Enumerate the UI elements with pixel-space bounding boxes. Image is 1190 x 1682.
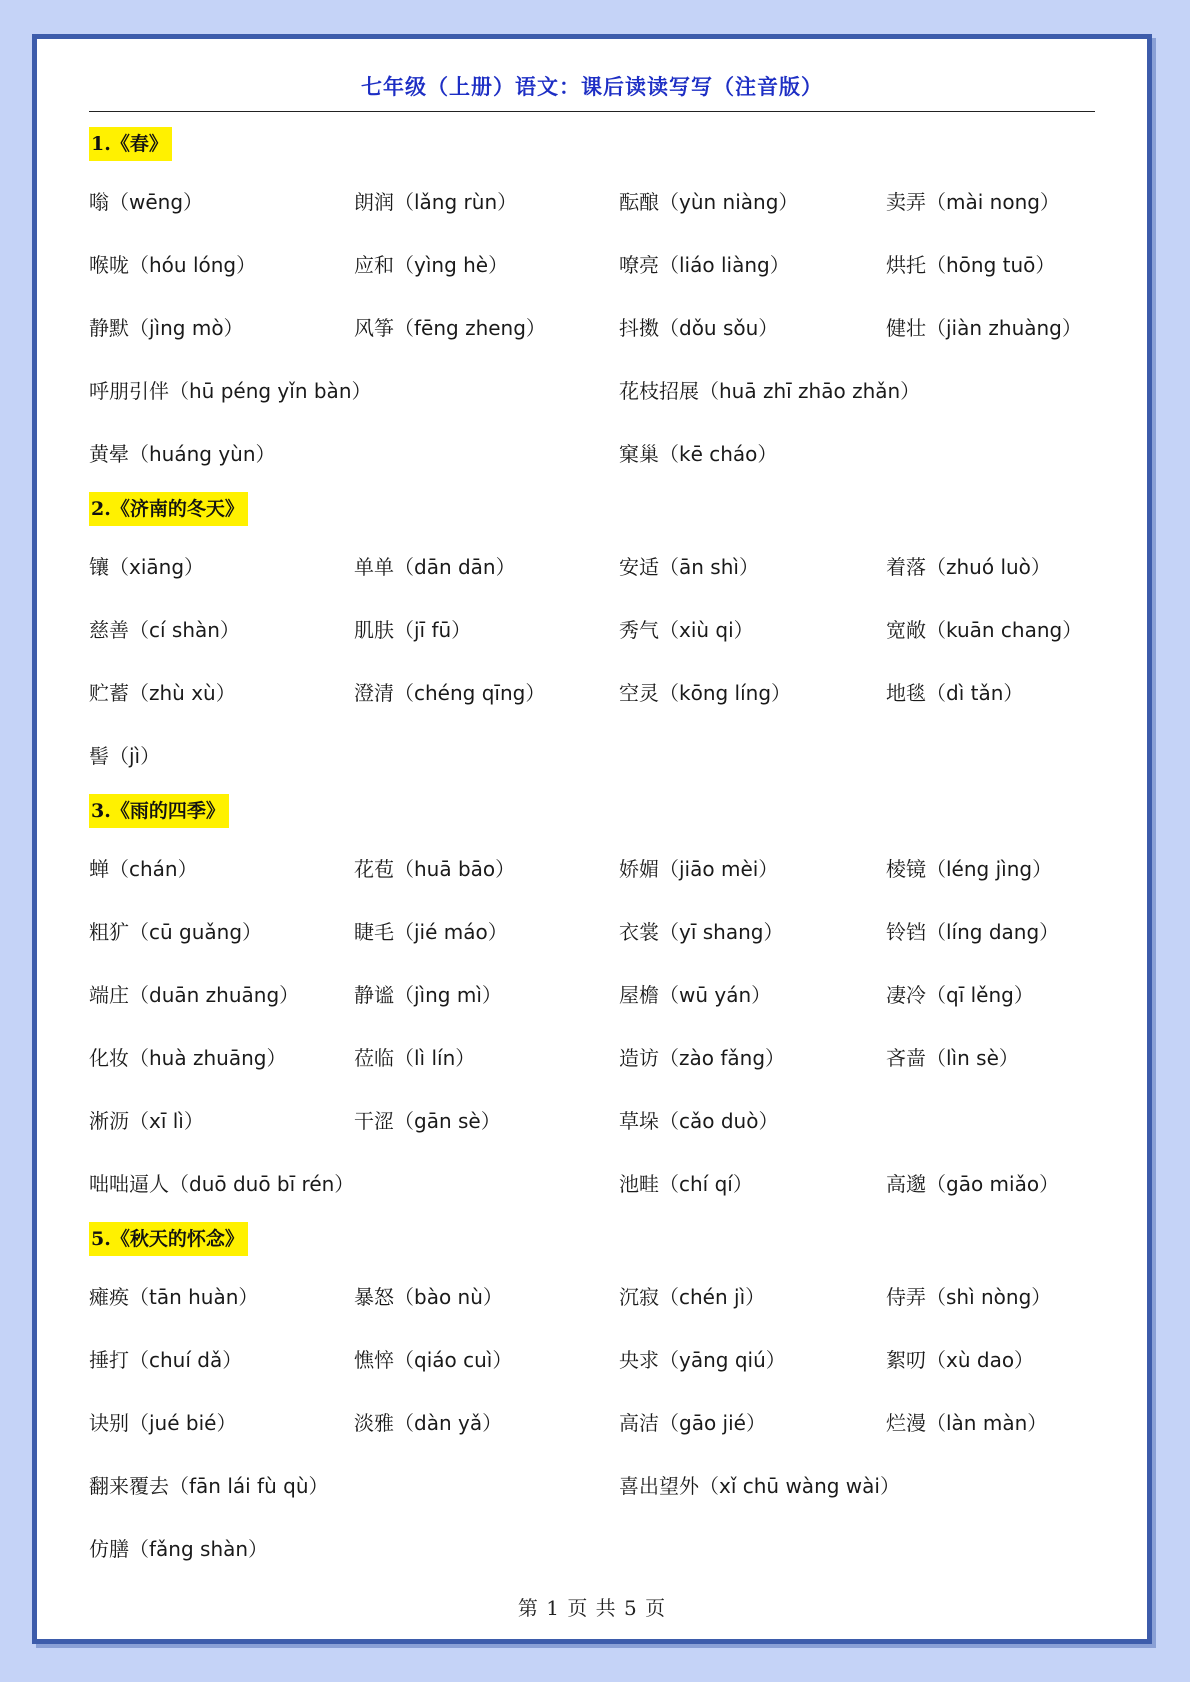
vocab-entry: 髻（jì） [89, 744, 161, 768]
vocab-entry: 干涩（gān sè） [354, 1109, 501, 1133]
vocab-row [89, 660, 1109, 723]
vocab-entry: 肌肤（jī fū） [354, 618, 472, 642]
vocab-entry: 仿膳（fǎng shàn） [89, 1537, 269, 1561]
vocab-entry: 絮叨（xù dao） [886, 1348, 1035, 1372]
section-title: 1.《春》 [89, 127, 172, 161]
vocab-row [89, 836, 1109, 899]
vocab-entry: 凄冷（qī lěng） [886, 983, 1034, 1007]
vocab-entry: 粗犷（cū guǎng） [89, 920, 263, 944]
vocab-entry: 端庄（duān zhuāng） [89, 983, 300, 1007]
vocab-entry: 喉咙（hóu lóng） [89, 253, 257, 277]
vocab-entry: 喜出望外（xǐ chū wàng wài） [619, 1474, 900, 1498]
vocab-row [89, 421, 1109, 484]
section-header [89, 119, 1109, 169]
vocab-entry: 咄咄逼人（duō duō bī rén） [89, 1172, 355, 1196]
vocab-entry: 瘫痪（tān huàn） [89, 1285, 259, 1309]
vocab-entry: 高洁（gāo jié） [619, 1411, 766, 1435]
vocab-row [89, 1516, 1109, 1579]
vocab-row [89, 295, 1109, 358]
vocab-entry: 应和（yìng hè） [354, 253, 509, 277]
vocab-row [89, 1327, 1109, 1390]
vocab-row [89, 534, 1109, 597]
vocabulary-content [89, 119, 1109, 1579]
vocab-entry: 朗润（lǎng rùn） [354, 190, 518, 214]
vocab-entry: 屋檐（wū yán） [619, 983, 772, 1007]
vocab-row [89, 597, 1109, 660]
vocab-row [89, 899, 1109, 962]
vocab-entry: 静谧（jìng mì） [354, 983, 502, 1007]
vocab-entry: 黄晕（huáng yùn） [89, 442, 276, 466]
document-page [32, 34, 1152, 1644]
vocab-entry: 酝酿（yùn niàng） [619, 190, 799, 214]
vocab-entry: 单单（dān dān） [354, 555, 516, 579]
vocab-entry: 吝啬（lìn sè） [886, 1046, 1019, 1070]
section-title: 2.《济南的冬天》 [89, 492, 248, 526]
vocab-entry: 风筝（fēng zheng） [354, 316, 546, 340]
vocab-entry: 贮蓄（zhù xù） [89, 681, 236, 705]
vocab-entry: 高邈（gāo miǎo） [886, 1172, 1060, 1196]
vocab-row [89, 358, 1109, 421]
vocab-entry: 化妆（huà zhuāng） [89, 1046, 287, 1070]
vocab-entry: 睫毛（jié máo） [354, 920, 508, 944]
vocab-entry: 诀别（jué bié） [89, 1411, 237, 1435]
vocab-entry: 镶（xiāng） [89, 555, 205, 579]
vocab-entry: 淅沥（xī lì） [89, 1109, 204, 1133]
vocab-entry: 侍弄（shì nòng） [886, 1285, 1052, 1309]
vocab-row [89, 962, 1109, 1025]
vocab-row [89, 169, 1109, 232]
section-title: 5.《秋天的怀念》 [89, 1222, 248, 1256]
vocab-entry: 棱镜（léng jìng） [886, 857, 1053, 881]
section-header [89, 1214, 1109, 1264]
vocab-row [89, 1264, 1109, 1327]
vocab-entry: 地毯（dì tǎn） [886, 681, 1024, 705]
vocab-row [89, 1088, 1109, 1151]
vocab-row [89, 232, 1109, 295]
vocab-row [89, 1390, 1109, 1453]
vocab-row [89, 1453, 1109, 1516]
vocab-entry: 铃铛（líng dang） [886, 920, 1060, 944]
vocab-entry: 翻来覆去（fān lái fù qù） [89, 1474, 329, 1498]
vocab-entry: 着落（zhuó luò） [886, 555, 1051, 579]
vocab-entry: 憔悴（qiáo cuì） [354, 1348, 513, 1372]
vocab-entry: 蝉（chán） [89, 857, 198, 881]
vocab-entry: 呼朋引伴（hū péng yǐn bàn） [89, 379, 372, 403]
vocab-entry: 莅临（lì lín） [354, 1046, 476, 1070]
vocab-entry: 造访（zào fǎng） [619, 1046, 786, 1070]
title-divider [89, 111, 1095, 112]
vocab-entry: 暴怒（bào nù） [354, 1285, 503, 1309]
page-number: 第 1 页 共 5 页 [517, 1596, 667, 1620]
vocab-entry: 淡雅（dàn yǎ） [354, 1411, 503, 1435]
vocab-entry: 娇媚（jiāo mèi） [619, 857, 779, 881]
vocab-entry: 健壮（jiàn zhuàng） [886, 316, 1082, 340]
vocab-entry: 安适（ān shì） [619, 555, 759, 579]
vocab-entry: 池畦（chí qí） [619, 1172, 753, 1196]
vocab-entry: 卖弄（mài nong） [886, 190, 1060, 214]
vocab-entry: 捶打（chuí dǎ） [89, 1348, 243, 1372]
vocab-entry: 慈善（cí shàn） [89, 618, 240, 642]
vocab-entry: 沉寂（chén jì） [619, 1285, 766, 1309]
vocab-entry: 窠巢（kē cháo） [619, 442, 778, 466]
vocab-entry: 抖擞（dǒu sǒu） [619, 316, 779, 340]
vocab-entry: 衣裳（yī shang） [619, 920, 784, 944]
vocab-entry: 空灵（kōng líng） [619, 681, 792, 705]
vocab-row [89, 1151, 1109, 1214]
vocab-entry: 嘹亮（liáo liàng） [619, 253, 790, 277]
vocab-entry: 草垛（cǎo duò） [619, 1109, 779, 1133]
vocab-entry: 花枝招展（huā zhī zhāo zhǎn） [619, 379, 921, 403]
section-header [89, 786, 1109, 836]
vocab-entry: 烂漫（làn màn） [886, 1411, 1048, 1435]
vocab-entry: 静默（jìng mò） [89, 316, 244, 340]
section-title: 3.《雨的四季》 [89, 794, 229, 828]
vocab-row [89, 1025, 1109, 1088]
vocab-entry: 花苞（huā bāo） [354, 857, 516, 881]
section-header [89, 484, 1109, 534]
vocab-entry: 央求（yāng qiú） [619, 1348, 786, 1372]
vocab-entry: 澄清（chéng qīng） [354, 681, 546, 705]
vocab-entry: 嗡（wēng） [89, 190, 204, 214]
vocab-entry: 秀气（xiù qi） [619, 618, 754, 642]
vocab-entry: 烘托（hōng tuō） [886, 253, 1056, 277]
vocab-entry: 宽敞（kuān chang） [886, 618, 1083, 642]
vocab-row [89, 723, 1109, 786]
page-title: 七年级（上册）语文：课后读读写写（注音版） [361, 74, 823, 99]
